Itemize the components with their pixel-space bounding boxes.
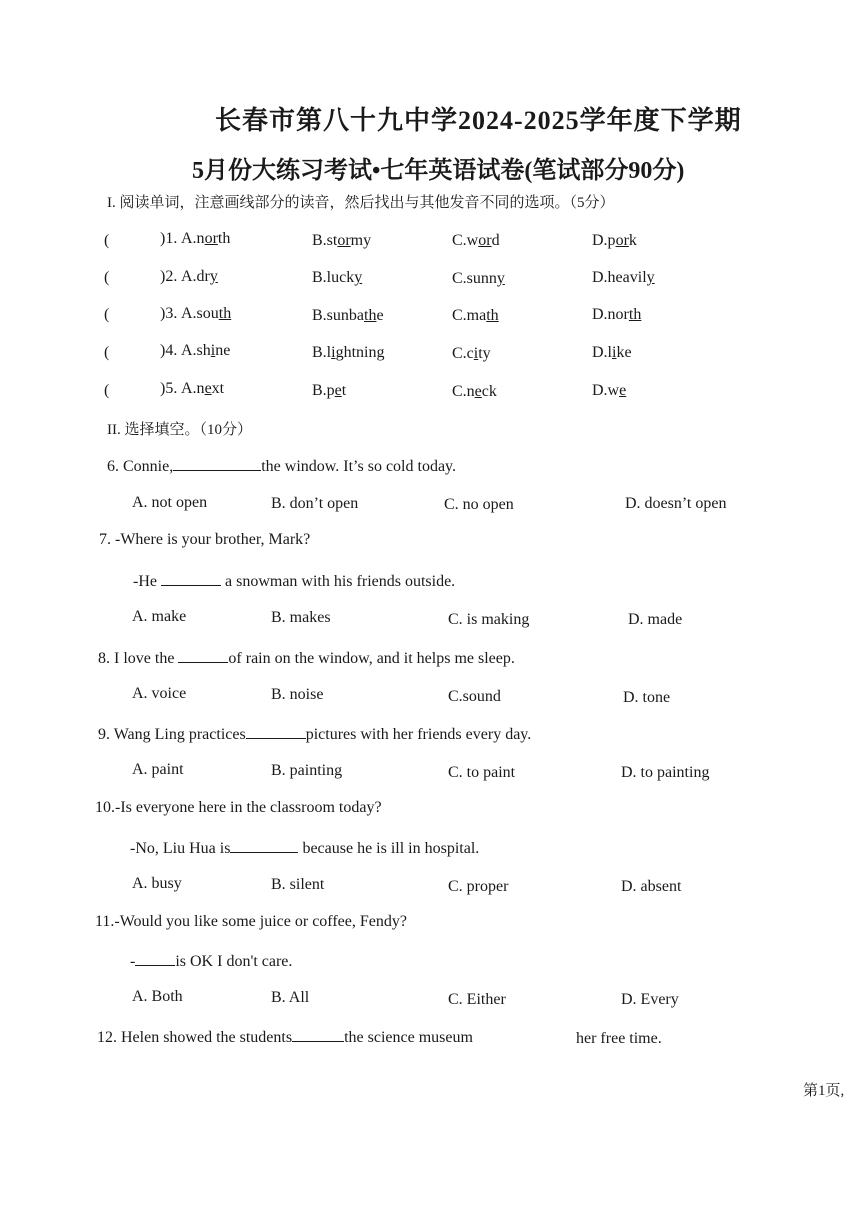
option-d: D. absent xyxy=(621,878,682,895)
option-a: A. voice xyxy=(132,685,187,702)
question-answer-line: - is OK I don't care. xyxy=(130,953,293,970)
exam-title-line1: 长春市第八十九中学2024-2025学年度下学期 xyxy=(215,106,742,135)
option-a: A. paint xyxy=(132,761,184,778)
answer-paren: ( xyxy=(104,306,110,323)
option-a: A.north xyxy=(181,230,231,247)
option-a: A.dry xyxy=(181,268,218,285)
option-b: B. painting xyxy=(271,762,343,779)
answer-blank xyxy=(135,951,175,966)
option-b: B.lightning xyxy=(312,344,385,361)
question-stem: 10.-Is everyone here in the classroom today? xyxy=(95,799,382,816)
option-c: C.math xyxy=(452,307,499,324)
question-answer-line: -He a snowman with his friends outside. xyxy=(133,573,456,590)
section2-heading: II. 选择填空。（10分） xyxy=(107,422,252,438)
question-number: )4. xyxy=(160,342,178,359)
option-d: D. tone xyxy=(623,689,671,706)
option-b: B. makes xyxy=(271,609,331,626)
answer-blank xyxy=(178,648,228,663)
option-d: D.north xyxy=(592,306,642,323)
page-number: 第1页, xyxy=(803,1083,845,1099)
option-b: B. noise xyxy=(271,686,324,703)
option-a: A.next xyxy=(181,380,225,397)
question-answer-line: -No, Liu Hua is because he is ill in hospital. xyxy=(130,840,480,857)
option-a: A. Both xyxy=(132,988,183,1005)
option-d: D. made xyxy=(628,611,683,628)
option-b: B. don’t open xyxy=(271,495,359,512)
option-d: D.pork xyxy=(592,232,637,249)
option-a: A. busy xyxy=(132,875,182,892)
question-number: )3. xyxy=(160,305,178,322)
option-b: B. silent xyxy=(271,876,325,893)
option-b: B.sunbathe xyxy=(312,307,384,324)
question-stem: 6. Connie, the window. It’s so cold today. xyxy=(107,458,457,475)
exam-title-line2: 5月份大练习考试•七年英语试卷(笔试部分90分) xyxy=(192,158,685,184)
option-c: C.city xyxy=(452,345,491,362)
option-a: A.shine xyxy=(181,342,231,359)
option-c: C. to paint xyxy=(448,764,516,781)
option-c: C. Either xyxy=(448,991,506,1008)
option-c: C.neck xyxy=(452,383,497,400)
option-b: B. All xyxy=(271,989,310,1006)
option-b: B.pet xyxy=(312,382,347,399)
question-stem: 8. I love the of rain on the window, and it helps me sleep. xyxy=(98,650,515,667)
answer-blank xyxy=(173,456,261,471)
question-stem: 12. Helen showed the students the science museum xyxy=(97,1029,473,1046)
section1-heading: I. 阅读单词，注意画线部分的读音，然后找出与其他发音不同的选项。（5分） xyxy=(107,195,615,211)
answer-blank xyxy=(230,838,298,853)
question-number: )1. xyxy=(160,230,178,247)
option-b: B.lucky xyxy=(312,269,363,286)
option-a: A. make xyxy=(132,608,187,625)
option-d: D.we xyxy=(592,382,627,399)
option-a: A. not open xyxy=(132,494,208,511)
answer-paren: ( xyxy=(104,269,110,286)
answer-paren: ( xyxy=(104,232,110,249)
answer-paren: ( xyxy=(104,382,110,399)
option-c: C.sound xyxy=(448,688,501,705)
option-d: D.heavily xyxy=(592,269,655,286)
option-d: D. doesn’t open xyxy=(625,495,727,512)
answer-blank xyxy=(161,571,221,586)
question-stem: 11.-Would you like some juice or coffee, Fendy? xyxy=(95,913,407,930)
option-c: C. proper xyxy=(448,878,509,895)
question-number: )2. xyxy=(160,268,178,285)
answer-paren: ( xyxy=(104,344,110,361)
option-d: D. to painting xyxy=(621,764,710,781)
option-b: B.stormy xyxy=(312,232,372,249)
answer-blank xyxy=(292,1027,344,1042)
question-stem: 7. -Where is your brother, Mark? xyxy=(99,531,311,548)
option-c: C. no open xyxy=(444,496,514,513)
option-d: D. Every xyxy=(621,991,679,1008)
question-stem-tail: her free time. xyxy=(576,1030,662,1047)
question-stem: 9. Wang Ling practices pictures with her friends every day. xyxy=(98,726,532,743)
option-c: C. is making xyxy=(448,611,530,628)
option-d: D.like xyxy=(592,344,632,361)
answer-blank xyxy=(246,724,306,739)
option-c: C.sunny xyxy=(452,270,505,287)
question-number: )5. xyxy=(160,380,178,397)
option-a: A.south xyxy=(181,305,232,322)
option-c: C.word xyxy=(452,232,500,249)
